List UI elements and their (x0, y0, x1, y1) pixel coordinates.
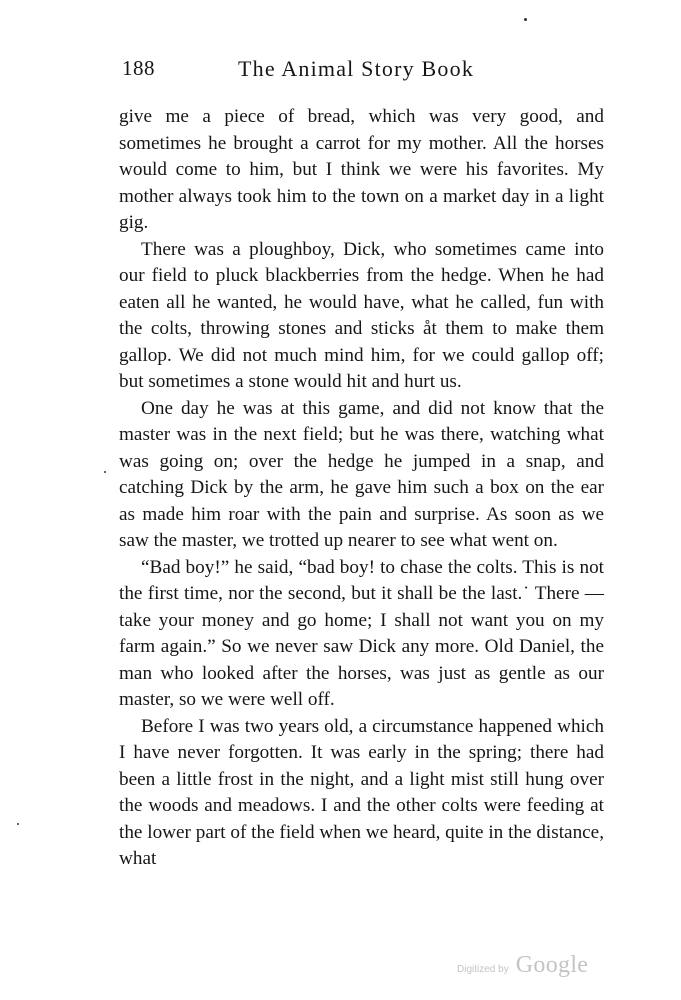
paragraph-3: One day he was at this game, and did not know that the master was in the next field; but he was there, watching what was going on; over the hedge he jumped in a snap, and catching Dick by the arm, he gave him such a box on the ear as made him roar with the pain and surprise. As soon as we saw the master, we trotted up nearer to see what went on. (119, 397, 604, 551)
scan-speck (524, 18, 527, 21)
body-text (119, 104, 604, 873)
paragraph-5: Before I was two years old, a circumstance happened which I have never forgotten. It was early in the spring; there had been a little frost in the night, and a light mist still hung over the woods and meadows. I and the other colts were feeding at the lower part of the field when we heard, quite in the distance, what (119, 715, 604, 869)
digitized-by-label: Digitized by (457, 964, 509, 975)
paragraph-2: There was a ploughboy, Dick, who sometimes came into our field to pluck blackberries from the hedge. When he had eaten all he wanted, he would have, what he called, fun with the colts, throwing stones and sticks åt them to make them gallop. We did not much mind him, for we could gallop off; but sometimes a stone would hit and hurt us. (119, 238, 604, 392)
running-title: The Animal Story Book (238, 56, 475, 81)
page-number: 188 (122, 56, 155, 80)
google-logo: Google (515, 952, 589, 978)
scan-speck (104, 471, 106, 473)
paragraph-1: give me a piece of bread, which was very good, and sometimes he brought a carrot for my mother. All the horses would come to him, but I think we were his favorites. My mother always took him to the town on a market day in a light gig. (119, 106, 604, 233)
page-header (122, 56, 604, 86)
scan-speck (17, 823, 19, 825)
digitized-watermark (457, 952, 588, 982)
paragraph-4: “Bad boy!” he said, “bad boy! to chase the colts. This is not the first time, nor the second, but it shall be the last.˙ There — take your money and go home; I shall not want you on my farm again.” So we never saw Dick any more. Old Daniel, the man who looked after the horses, was just as gentle as our master, so we were well off. (119, 556, 604, 710)
